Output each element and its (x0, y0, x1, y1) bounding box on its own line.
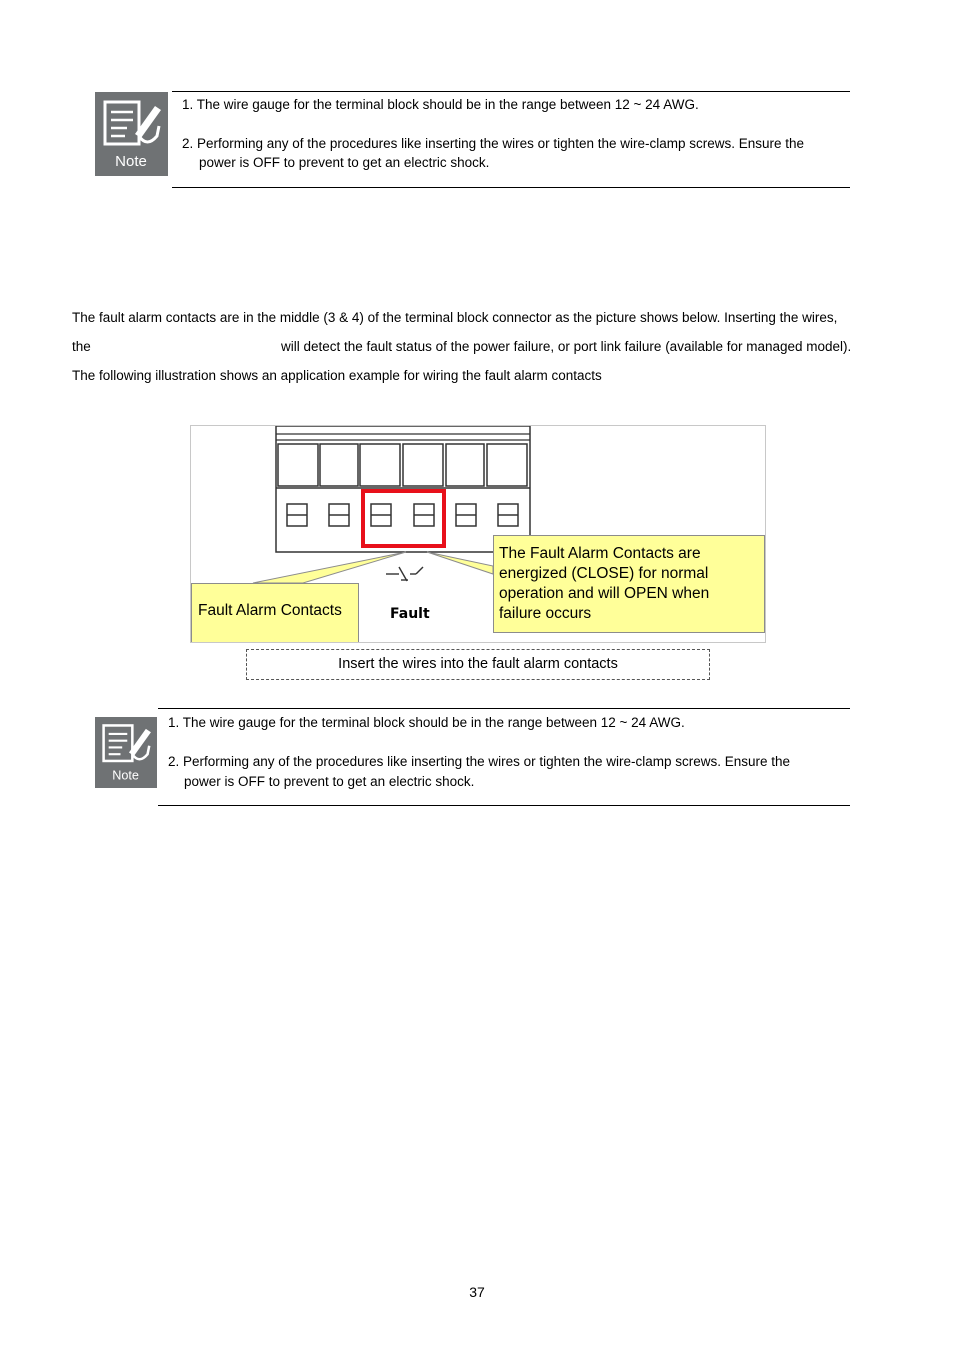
body-line-2-end: will detect the fault status of the power failure, or port link failure (available for managed model). (281, 339, 852, 354)
figure-caption: Insert the wires into the fault alarm contacts (246, 649, 710, 680)
description-line-2: energized (CLOSE) for normal (499, 565, 709, 582)
fault-label: Fault (390, 606, 430, 622)
note-icon (95, 717, 157, 788)
body-line-3: The following illustration shows an application example for wiring the fault alarm contacts (72, 368, 602, 383)
note-icon-label: Note (112, 768, 139, 783)
description-line-4: failure occurs (499, 605, 592, 622)
fault-alarm-contacts-label: Fault Alarm Contacts (198, 602, 342, 619)
note-line-1: 1. The wire gauge for the terminal block should be in the range between 12 ~ 24 AWG. (168, 715, 685, 730)
body-line-1: The fault alarm contacts are in the middle (3 & 4) of the terminal block connector as the picture shows below. Inserting the wires, (72, 310, 838, 325)
note-icon (95, 92, 168, 176)
description-line-3: operation and will OPEN when (499, 585, 710, 602)
note-line-2b: power is OFF to prevent to get an electric shock. (199, 155, 490, 170)
note-line-2a: 2. Performing any of the procedures like inserting the wires or tighten the wire-clamp screws. Ensure the (182, 136, 805, 151)
note-line-1: 1. The wire gauge for the terminal block should be in the range between 12 ~ 24 AWG. (182, 97, 699, 112)
fault-alarm-description-callout (493, 535, 765, 633)
terminal-block-figure (190, 425, 766, 643)
note-line-2a: 2. Performing any of the procedures like inserting the wires or tighten the wire-clamp screws. Ensure the (168, 754, 791, 769)
fault-alarm-contacts-callout (191, 583, 359, 643)
fault-symbol-icon (386, 567, 423, 581)
page-number: 37 (469, 1284, 485, 1300)
body-line-2-start: the (72, 339, 91, 354)
note-line-2b: power is OFF to prevent to get an electric shock. (184, 774, 475, 789)
note-icon-label: Note (115, 153, 147, 170)
description-line-1: The Fault Alarm Contacts are (499, 545, 701, 562)
